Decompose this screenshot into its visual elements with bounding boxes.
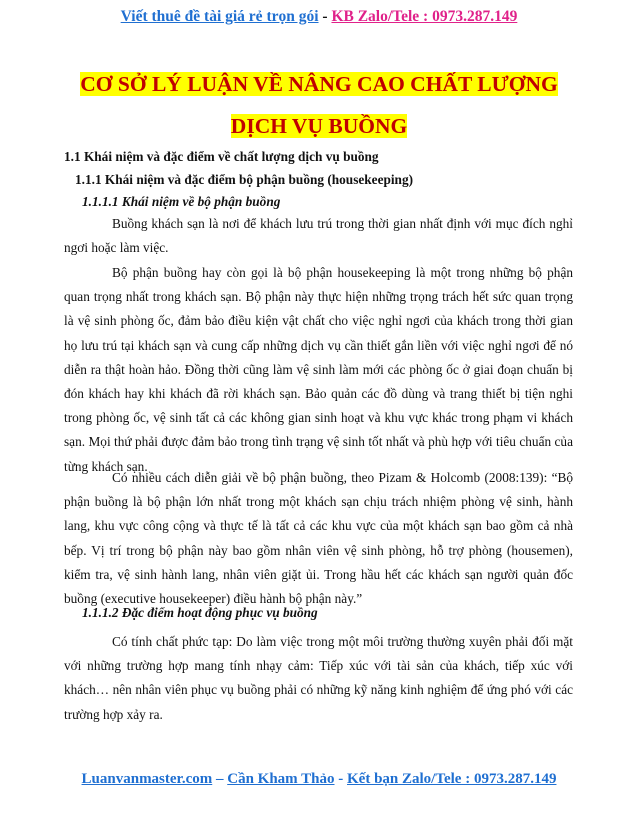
page-footer: [0, 771, 638, 788]
section-heading-1-1-1-1: 1.1.1.1 Khái niệm về bộ phận buồng: [82, 194, 281, 209]
paragraph-complex-nature: Có tính chất phức tạp: Do làm việc trong một môi trường thường xuyên phải đối mặt với những trường hợp mang tính nhạy cảm: Tiếp xúc với tài sản của khách, tiếp xúc với khách… nên nhân viên phục vụ buồng phải có những kỹ năng kinh nghiệm để ứng phó với các trường hợp xảy ra.: [64, 634, 573, 722]
footer-contact-link[interactable]: Kết bạn Zalo/Tele : 0973.287.149: [347, 771, 557, 787]
footer-dash: –: [212, 771, 228, 787]
contact-link[interactable]: KB Zalo/Tele : 0973.287.149: [331, 8, 518, 25]
footer-separator: -: [334, 771, 347, 787]
section-heading-1-1-1-2: 1.1.1.2 Đặc điểm hoạt động phục vụ buồng: [82, 605, 318, 620]
footer-site-link[interactable]: Luanvanmaster.com: [81, 771, 213, 787]
page-header: [0, 8, 638, 26]
section-heading-1-1-1: 1.1.1 Khái niệm và đặc điểm bộ phận buồng (housekeeping): [75, 172, 414, 187]
document-title-line-2: DỊCH VỤ BUỒNG: [230, 114, 408, 138]
header-separator: -: [318, 8, 332, 25]
footer-name-link[interactable]: Cần Kham Thảo: [227, 771, 335, 787]
service-link[interactable]: Viết thuê đề tài giá rẻ trọn gói: [120, 8, 319, 25]
paragraph-housekeeping-role: Bộ phận buồng hay còn gọi là bộ phận housekeeping là một trong những bộ phận quan trọng nhất trong khách sạn. Bộ phận này thực hiện những trọng trách hết sức quan trọng là vệ sinh phòng ốc, đảm bảo điều kiện vật chất cho việc nghỉ ngơi của khách trong thời gian họ lưu trú tại khách sạn và cung cấp những dịch vụ cần thiết gắn liền với việc nghỉ ngơi để nó diễn ra thật hoàn hảo. Đồng thời cũng làm vệ sinh làm mới các phòng ốc ở giai đoạn chuẩn bị đón khách hay khi khách đã rời khách sạn. Bảo quản các đồ dùng và trang thiết bị tiện nghi trong phòng ốc, vệ sinh tất cả các không gian sinh hoạt và khu vực khác trong phạm vi khách sạn. Mọi thứ phải được đảm bảo trong tình trạng vệ sinh tốt nhất và phù hợp với tiêu chuẩn của từng khách sạn.: [64, 265, 573, 474]
paragraph-pizam-holcomb-quote: Có nhiều cách diễn giải về bộ phận buồng, theo Pizam & Holcomb (2008:139): “Bộ phận buồng là bộ phận lớn nhất trong một khách sạn chịu trách nhiệm phòng vệ sinh, hành lang, khu vực công cộng và thực tế là tất cả các khu vực của một khách sạn bao gồm cả nhà bếp. Vị trí trong bộ phận này bao gồm nhân viên vệ sinh phòng, hỗ trợ phòng (housemen), kiểm tra, vệ sinh hành lang, nhân viên giặt ủi. Trong hầu hết các khách sạn người quản đốc buồng (executive housekeeper) điều hành bộ phận này.”: [64, 470, 573, 607]
section-heading-1-1: 1.1 Khái niệm và đặc điểm về chất lượng dịch vụ buồng: [64, 149, 379, 164]
document-title-line-1: CƠ SỞ LÝ LUẬN VỀ NÂNG CAO CHẤT LƯỢNG: [80, 72, 558, 96]
paragraph-room-definition: Buồng khách sạn là nơi để khách lưu trú trong thời gian nhất định với mục đích nghỉ ngơi hoặc làm việc.: [64, 216, 573, 256]
